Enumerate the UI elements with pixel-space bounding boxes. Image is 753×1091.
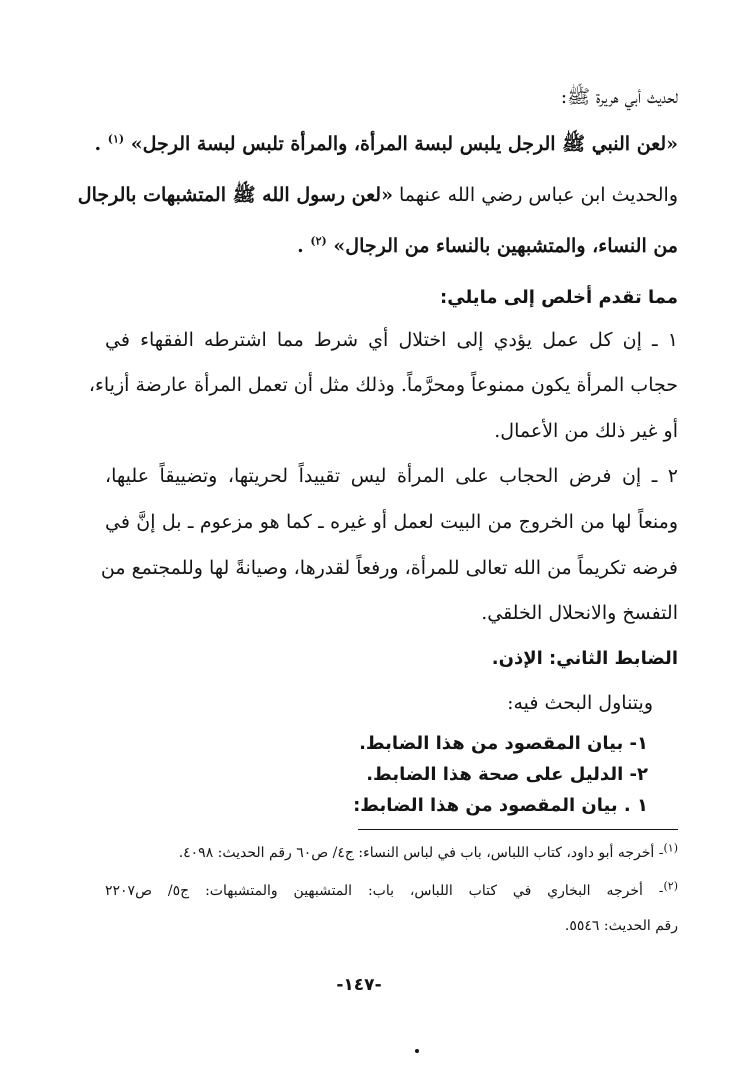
ibn-abbas-quote: «لعن رسول الله ﷺ المتشبهات بالرجال — [77, 184, 393, 206]
para2-line2 — [105, 509, 678, 535]
sentence-end: . — [297, 235, 304, 257]
page-number — [0, 975, 753, 995]
footnote-2 — [105, 881, 678, 901]
subsection-heading-text: ١ . بيان المقصود من هذا الضابط: — [353, 795, 648, 816]
para2-line4-text: التفسخ والانحلال الخلقي. — [481, 602, 678, 624]
intro-text: ويتناول البحث فيه: — [507, 692, 653, 714]
ibn-abbas-quote-end: من النساء، والمتشبهين بالنساء من الرجال» — [333, 235, 678, 257]
para2-line1 — [105, 463, 678, 489]
footnote-1-marker: (١) — [663, 841, 678, 855]
print-dot — [415, 1049, 419, 1053]
footnote-2-marker: (٢) — [663, 879, 679, 893]
intro-line — [507, 690, 653, 716]
para1-line2-text: حجاب المرأة يكون ممنوعاً ومحرَّماً. وذلك مثل أن تعمل المرأة عارضة أزياء، — [88, 374, 678, 396]
para1-line3 — [494, 418, 678, 444]
hadith-intro-text: لحديث أبي هريرة ﷺ: — [560, 86, 678, 108]
ibn-abbas-intro: والحديث ابن عباس رضي الله عنهما — [399, 184, 678, 206]
para1-line1-text: ١ ـ إن كل عمل يؤدي إلى اختلال أي شرط مما اشترطه الفقهاء في — [105, 329, 678, 351]
list-item-2-text: ٢- الدليل على صحة هذا الضابط. — [366, 764, 648, 785]
footnote-ref-1[interactable]: (١) — [107, 132, 125, 146]
footnote-ref-2[interactable]: (٢) — [310, 234, 327, 248]
second-rule-heading — [492, 646, 678, 672]
list-item-1 — [359, 731, 648, 757]
ibn-abbas-line — [77, 182, 678, 208]
footnote-1 — [179, 843, 678, 863]
para2-line2-text: ومنعاً لها من الخروج من البيت لعمل أو غيره ـ كما هو مزعوم ـ بل إنَّ في — [105, 511, 678, 533]
conclusion-heading — [440, 285, 678, 311]
para1-line1 — [105, 327, 678, 353]
footnote-2-text: - أخرجه البخاري في كتاب اللباس، باب: المتشبهين والمتشبهات: ج٥/ ص٢٢٠٧ — [105, 883, 664, 899]
sentence-end: . — [94, 133, 102, 155]
list-item-2 — [366, 762, 648, 788]
para1-line3-text: أو غير ذلك من الأعمال. — [494, 420, 678, 442]
hadith-intro-line — [561, 84, 678, 110]
para1-line2 — [88, 372, 678, 398]
para2-line1-text: ٢ ـ إن فرض الحجاب على المرأة ليس تقييداً لحريتها، وتضييقاً عليها، — [105, 465, 678, 487]
para2-line4 — [481, 600, 678, 626]
second-rule-heading-text: الضابط الثاني: الإذن. — [491, 648, 678, 669]
footnote-2-continued — [565, 916, 678, 936]
footnote-2-continued-text: رقم الحديث: ٥٥٤٦. — [564, 918, 678, 934]
para2-line3 — [100, 555, 678, 581]
para2-line3-text: فرضه تكريماً من الله تعالى للمرأة، ورفعاً لقدرها، وصيانةً لها وللمجتمع من — [100, 557, 678, 579]
hadith-quote-line — [95, 131, 678, 157]
ibn-abbas-quote-end-line — [297, 233, 678, 259]
footnote-separator — [358, 829, 678, 830]
hadith-quote-text: «لعن النبي ﷺ الرجل يلبس لبسة المرأة، والمرأة تلبس لبسة الرجل» — [130, 133, 678, 155]
subsection-heading — [353, 793, 648, 819]
conclusion-heading-text: مما تقدم أخلص إلى مايلي: — [440, 287, 678, 308]
list-item-1-text: ١- بيان المقصود من هذا الضابط. — [359, 733, 648, 754]
page-number-text: -١٤٧- — [336, 975, 382, 995]
footnote-1-text: - أخرجه أبو داود، كتاب اللباس، باب في لباس النساء: ج٤/ ص٦٠ رقم الحديث: ٤٠٩٨. — [178, 845, 664, 861]
